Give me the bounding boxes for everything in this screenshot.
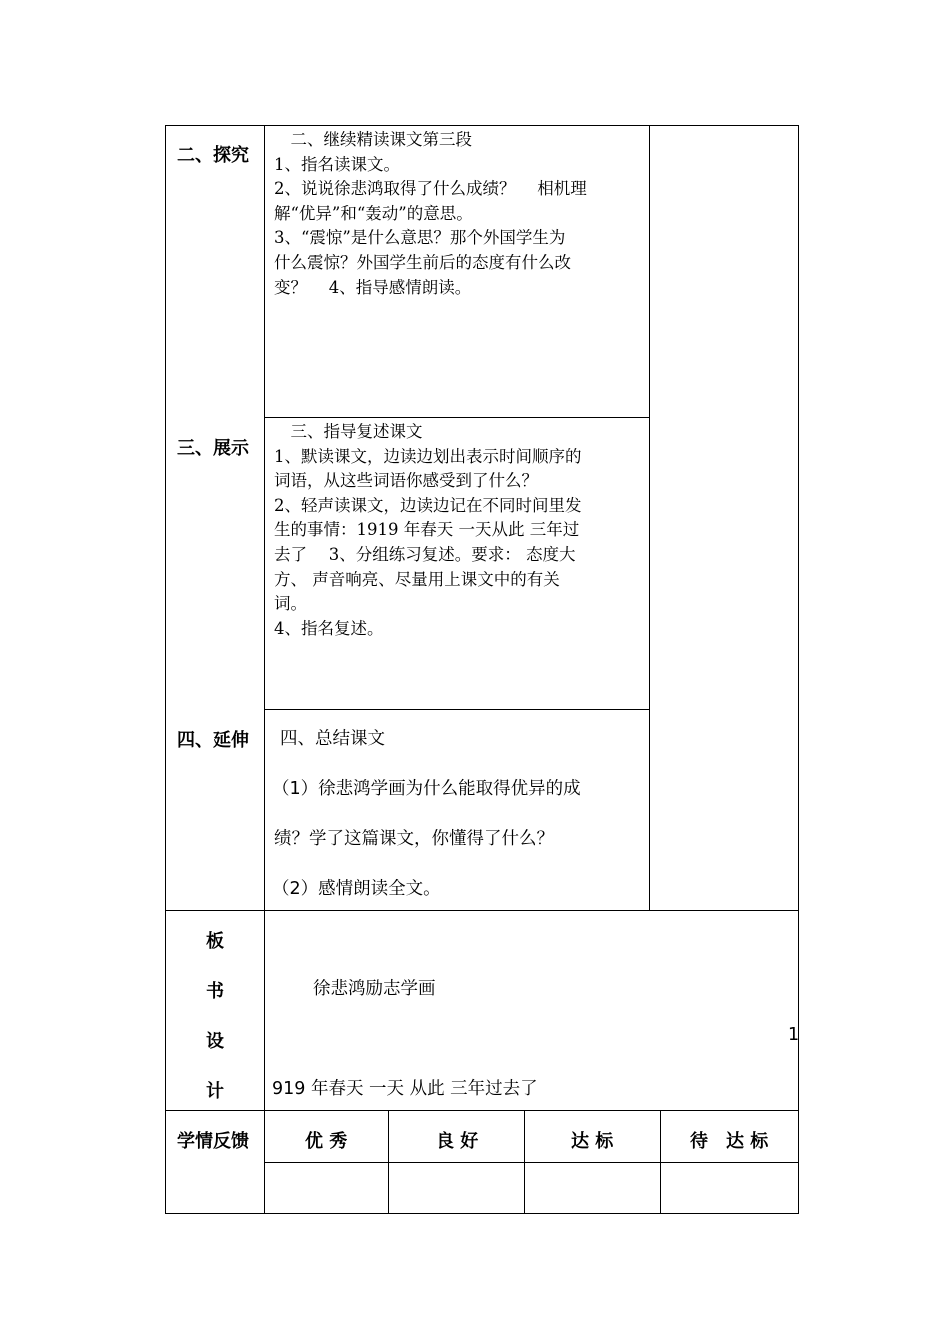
row-divider-explore-display: [264, 417, 650, 418]
extend-line: 绩？学了这篇课文，你懂得了什么？: [274, 829, 554, 849]
explore-text-block: [274, 128, 587, 300]
display-text-block: [274, 420, 582, 641]
display-line: 2、轻声读课文，边读边记在不同时间里发: [274, 495, 582, 515]
explore-line: 1、指名读课文。: [274, 154, 400, 174]
feedback-col-divider-3: [660, 1110, 661, 1214]
explore-line: 二、继续精读课文第三段: [274, 130, 472, 149]
extend-line: 四、总结课文: [280, 729, 385, 749]
display-line: 词语，从这些词语你感受到了什么？: [274, 471, 538, 491]
board-timeline: 919 年春天 一天 从此 三年过去了: [272, 1079, 538, 1099]
row-divider-extend-board: [165, 910, 799, 911]
label-column-divider: [264, 125, 265, 1214]
explore-line: 2、说说徐悲鸿取得了什么成绩？ 相机理: [274, 179, 587, 199]
table-border-top: [165, 125, 799, 126]
table-border-bottom: [165, 1213, 799, 1214]
board-label-char: 设: [206, 1031, 224, 1052]
explore-line: 什么震惊？外国学生前后的态度有什么改: [274, 252, 571, 272]
extend-line: （1）徐悲鸿学画为什么能取得优异的成: [272, 779, 581, 799]
display-line: 1、默读课文，边读边划出表示时间顺序的: [274, 446, 582, 466]
row-divider-feedback-header: [264, 1162, 799, 1163]
row-divider-board-feedback: [165, 1110, 799, 1111]
feedback-col-pending: 待 达 标: [690, 1131, 769, 1152]
display-line: 词。: [274, 594, 307, 614]
explore-line: 3、“震惊”是什么意思？那个外国学生为: [274, 228, 566, 248]
board-overflow-digit: 1: [788, 1025, 800, 1045]
notes-column-divider: [649, 125, 650, 911]
feedback-col-good: 良 好: [436, 1131, 479, 1152]
feedback-label: 学情反馈: [177, 1131, 249, 1152]
feedback-col-pass: 达 标: [571, 1131, 614, 1152]
section-label-explore: 二、探究: [177, 145, 249, 166]
display-line: 去了 3、分组练习复述。要求： 态度大: [274, 544, 576, 564]
table-border-left: [165, 125, 166, 1214]
display-line: 三、指导复述课文: [274, 422, 423, 441]
board-title: 徐悲鸿励志学画: [313, 979, 436, 999]
feedback-col-excellent: 优 秀: [305, 1131, 348, 1152]
feedback-col-divider-2: [524, 1110, 525, 1214]
section-label-extend: 四、延伸: [177, 730, 249, 751]
table-border-right: [798, 125, 799, 1214]
display-line: 生的事情：1919 年春天 一天从此 三年过: [274, 520, 580, 540]
explore-line: 变？ 4、指导感情朗读。: [274, 277, 472, 297]
board-label-char: 计: [206, 1081, 224, 1102]
display-line: 4、指名复述。: [274, 618, 384, 638]
row-divider-display-extend: [264, 709, 650, 710]
section-label-display: 三、展示: [177, 438, 249, 459]
board-label-char: 板: [206, 931, 224, 952]
board-label-char: 书: [206, 981, 224, 1002]
feedback-col-divider-1: [388, 1110, 389, 1214]
extend-line: （2）感情朗读全文。: [272, 879, 441, 899]
explore-line: 解“优异”和“轰动”的意思。: [274, 203, 473, 223]
display-line: 方、 声音响亮、尽量用上课文中的有关: [274, 569, 560, 589]
